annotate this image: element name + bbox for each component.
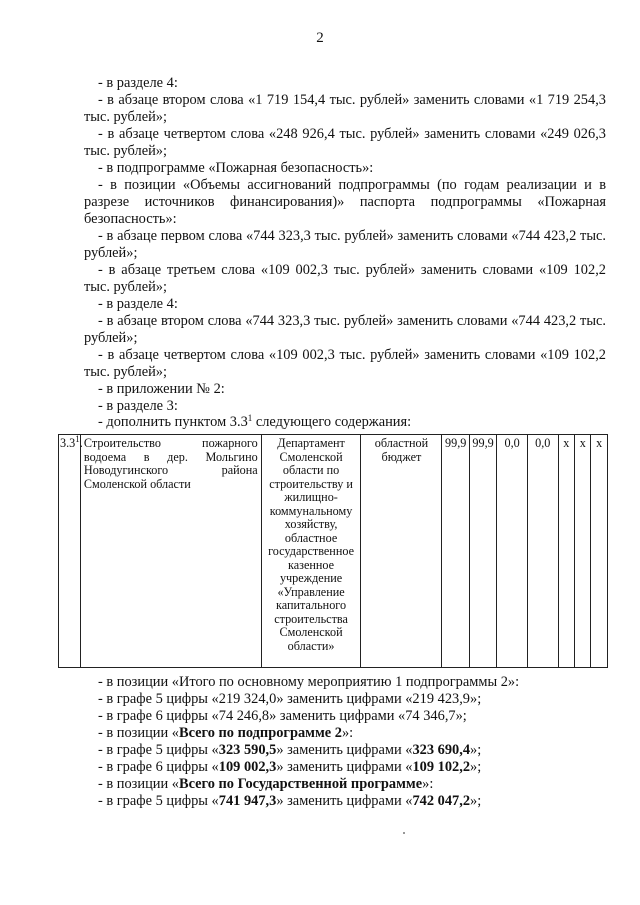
bold-number: 323 690,4	[412, 742, 471, 758]
bold-number: 742 047,2	[412, 793, 471, 809]
scan-speck	[403, 832, 405, 834]
value-cell-3: 0,0	[497, 435, 528, 668]
executor-cell: Департамент Смоленской области по строительству и жилищно-коммунальному хозяйству, областное государственное казенное учреждение «Управление капитального строительства Смоленской области»	[261, 435, 361, 668]
bold-number: 741 947,3	[218, 793, 277, 809]
funding-source-cell: областной бюджет	[361, 435, 442, 668]
text-fragment: - в позиции «	[98, 725, 179, 741]
text-line: - в подпрограмме «Пожарная безопасность»:	[98, 160, 374, 176]
text-fragment: »;	[470, 793, 482, 809]
text-paragraph: - в абзаце четвертом слова «248 926,4 тыс. рублей» заменить словами «249 026,3 тыс. рублей»;	[84, 126, 606, 159]
superscript: 1	[247, 413, 253, 423]
value-cell-4: 0,0	[527, 435, 558, 668]
text-line	[84, 725, 606, 742]
text-paragraph: - в абзаце первом слова «744 323,3 тыс. рублей» заменить словами «744 423,2 тыс. рублей»;	[84, 228, 606, 261]
text-line: - в позиции «Итого по основному мероприятию 1 подпрограммы 2»:	[98, 674, 520, 690]
text-line	[84, 793, 606, 810]
text-fragment: »;	[470, 759, 482, 775]
text-fragment: » заменить цифрами «	[276, 759, 413, 775]
text-paragraph: - в абзаце третьем слова «109 002,3 тыс. рублей» заменить словами «109 102,2 тыс. рублей»;	[84, 262, 606, 295]
item-number-suffix: .	[79, 436, 83, 450]
text-line: - в разделе 4:	[98, 75, 178, 91]
text-fragment: - дополнить пунктом 3.3	[98, 414, 248, 430]
item-number: 3.3	[60, 436, 76, 450]
text-paragraph: - в абзаце втором слова «744 323,3 тыс. рублей» заменить словами «744 423,2 тыс. рублей»;	[84, 313, 606, 346]
text-fragment: » заменить цифрами «	[276, 793, 413, 809]
x-cell-1: х	[558, 435, 574, 668]
text-fragment: »:	[341, 725, 354, 741]
text-fragment: »;	[470, 742, 482, 758]
page-number: 2	[316, 30, 324, 46]
item-number-cell	[59, 435, 81, 668]
item-name-cell: Строительство пожарного водоема в дер. Мольгино Новодугинского района Смоленской области	[80, 435, 261, 668]
text-line	[84, 759, 606, 776]
text-line	[84, 742, 606, 759]
text-fragment: - в позиции «	[98, 776, 179, 792]
text-fragment: - в графе 6 цифры «	[98, 759, 219, 775]
table-row	[59, 435, 608, 668]
text-paragraph: - в абзаце втором слова «1 719 154,4 тыс. рублей» заменить словами «1 719 254,3 тыс. рублей»;	[84, 92, 606, 125]
bold-text: Всего по Государственной программе	[178, 776, 423, 792]
text-line	[84, 776, 606, 793]
text-fragment: »:	[422, 776, 434, 792]
text-line: - в приложении № 2:	[98, 381, 225, 397]
text-line: - в разделе 4:	[98, 296, 178, 312]
bold-number: 109 002,3	[218, 759, 277, 775]
program-item-table	[58, 434, 608, 668]
text-fragment: следующего содержания:	[252, 414, 412, 430]
x-cell-3: х	[591, 435, 608, 668]
bold-number: 109 102,2	[412, 759, 471, 775]
text-paragraph: - в позиции «Объемы ассигнований подпрограммы (по годам реализации и в разрезе источников финансирования)» паспорта подпрограммы «Пожарная безопасность»:	[84, 177, 606, 227]
text-line: - в графе 5 цифры «219 324,0» заменить цифрами «219 423,9»;	[98, 691, 482, 707]
bold-text: Всего по подпрограмме 2	[178, 725, 342, 741]
text-fragment: - в графе 5 цифры «	[98, 793, 219, 809]
text-fragment: » заменить цифрами «	[276, 742, 413, 758]
text-line: - в разделе 3:	[98, 398, 178, 414]
value-cell-2: 99,9	[469, 435, 496, 668]
bold-number: 323 590,5	[218, 742, 277, 758]
text-paragraph: - в абзаце четвертом слова «109 002,3 тыс. рублей» заменить словами «109 102,2 тыс. рублей»;	[84, 347, 606, 380]
value-cell-1: 99,9	[442, 435, 469, 668]
text-line: - в графе 6 цифры «74 246,8» заменить цифрами «74 346,7»;	[98, 708, 467, 724]
text-fragment: - в графе 5 цифры «	[98, 742, 219, 758]
superscript: 1	[75, 434, 80, 444]
x-cell-2: х	[575, 435, 591, 668]
text-line	[84, 414, 606, 431]
